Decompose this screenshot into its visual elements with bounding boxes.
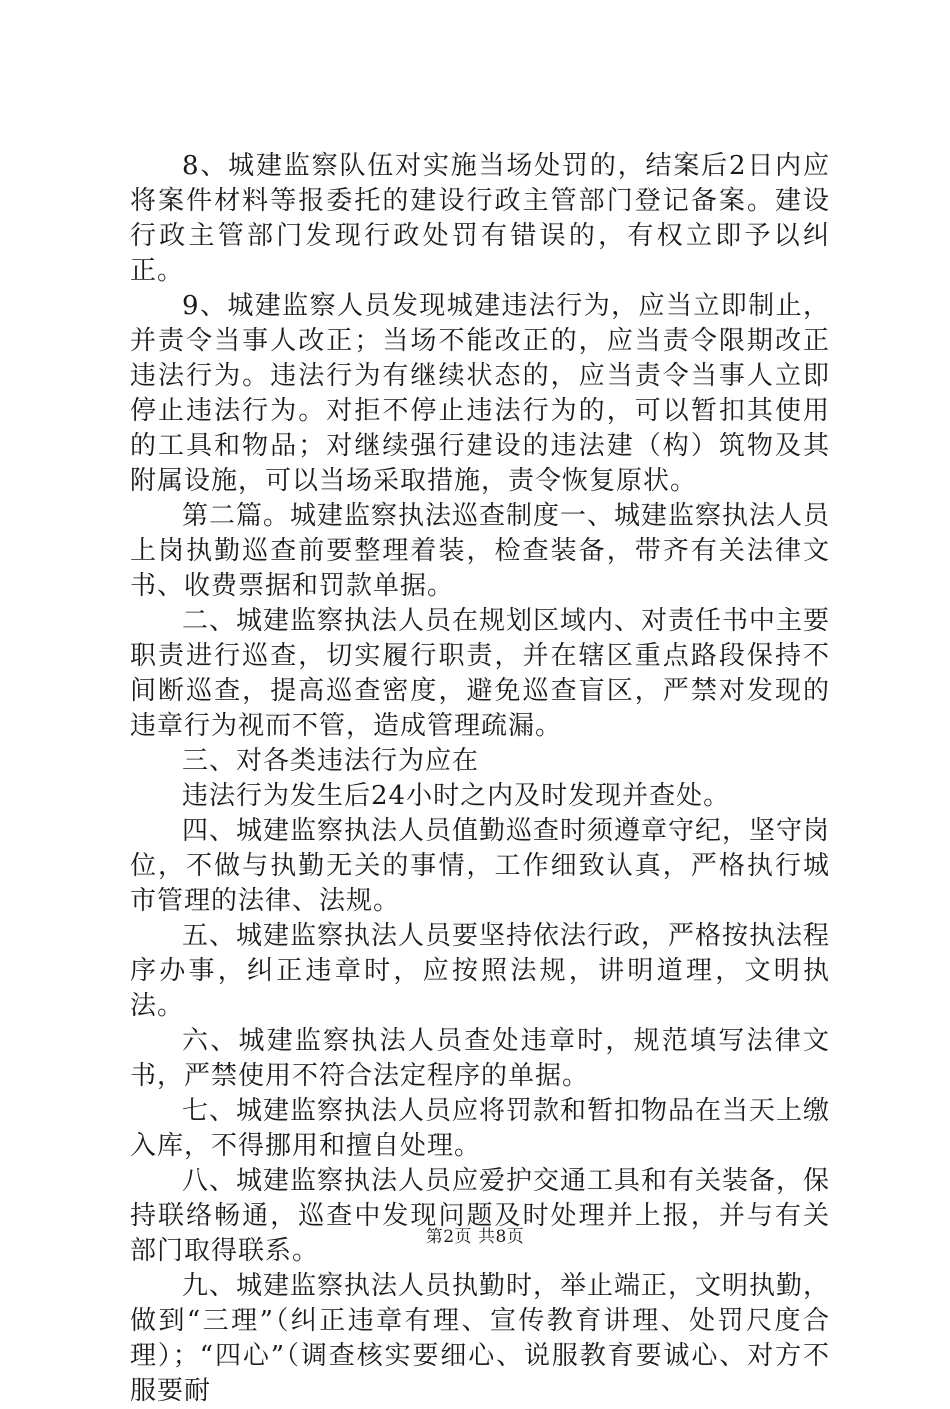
document-body: [130, 149, 830, 1409]
paragraph-item-9: 九、城建监察执法人员执勤时，举止端正，文明执勤，做到“三理”（纠正违章有理、宣传教育讲理、处罚尺度合理）；“四心”（调查核实要细心、说服教育要诚心、对方不服要耐: [130, 1271, 831, 1406]
paragraph-9: 9、城建监察人员发现城建违法行为，应当立即制止，并责令当事人改正；当场不能改正的，应当责令限期改正违法行为。违法行为有继续状态的，应当责令当事人立即停止违法行为。对拒不停止违法行为的，可以暂扣其使用的工具和物品；对继续强行建设的违法建（构）筑物及其附属设施，可以当场采取措施，责令恢复原状。: [130, 291, 830, 496]
paragraph-item-3: 三、对各类违法行为应在: [182, 746, 480, 776]
paragraph-item-3-continued: 违法行为发生后24小时之内及时发现并查处。: [182, 781, 731, 811]
paragraph-item-4: 四、城建监察执法人员值勤巡查时须遵章守纪，坚守岗位，不做与执勤无关的事情，工作细致认真，严格执行城市管理的法律、法规。: [130, 816, 831, 916]
page-footer: 第2页 共8页: [425, 1227, 525, 1247]
paragraph-chapter-two: 第二篇。城建监察执法巡查制度一、城建监察执法人员上岗执勤巡查前要整理着装，检查装备，带齐有关法律文书、收费票据和罚款单据。: [130, 501, 831, 601]
paragraph-item-6: 六、城建监察执法人员查处违章时，规范填写法律文书，严禁使用不符合法定程序的单据。: [130, 1026, 830, 1091]
paragraph-item-7: 七、城建监察执法人员应将罚款和暂扣物品在当天上缴入库，不得挪用和擅自处理。: [130, 1096, 831, 1161]
paragraph-item-2: 二、城建监察执法人员在规划区域内、对责任书中主要职责进行巡查，切实履行职责，并在辖区重点路段保持不间断巡查，提高巡查密度，避免巡查盲区，严禁对发现的违章行为视而不管，造成管理疏漏。: [130, 606, 831, 741]
paragraph-item-8: 八、城建监察执法人员应爱护交通工具和有关装备，保持联络畅通，巡查中发现问题及时处理并上报，并与有关部门取得联系。: [130, 1166, 831, 1266]
paragraph-item-5: 五、城建监察执法人员要坚持依法行政，严格按执法程序办事，纠正违章时，应按照法规，讲明道理，文明执法。: [130, 921, 831, 1021]
paragraph-8: 8、城建监察队伍对实施当场处罚的，结案后2日内应将案件材料等报委托的建设行政主管部门登记备案。建设行政主管部门发现行政处罚有错误的，有权立即予以纠正。: [130, 151, 830, 286]
